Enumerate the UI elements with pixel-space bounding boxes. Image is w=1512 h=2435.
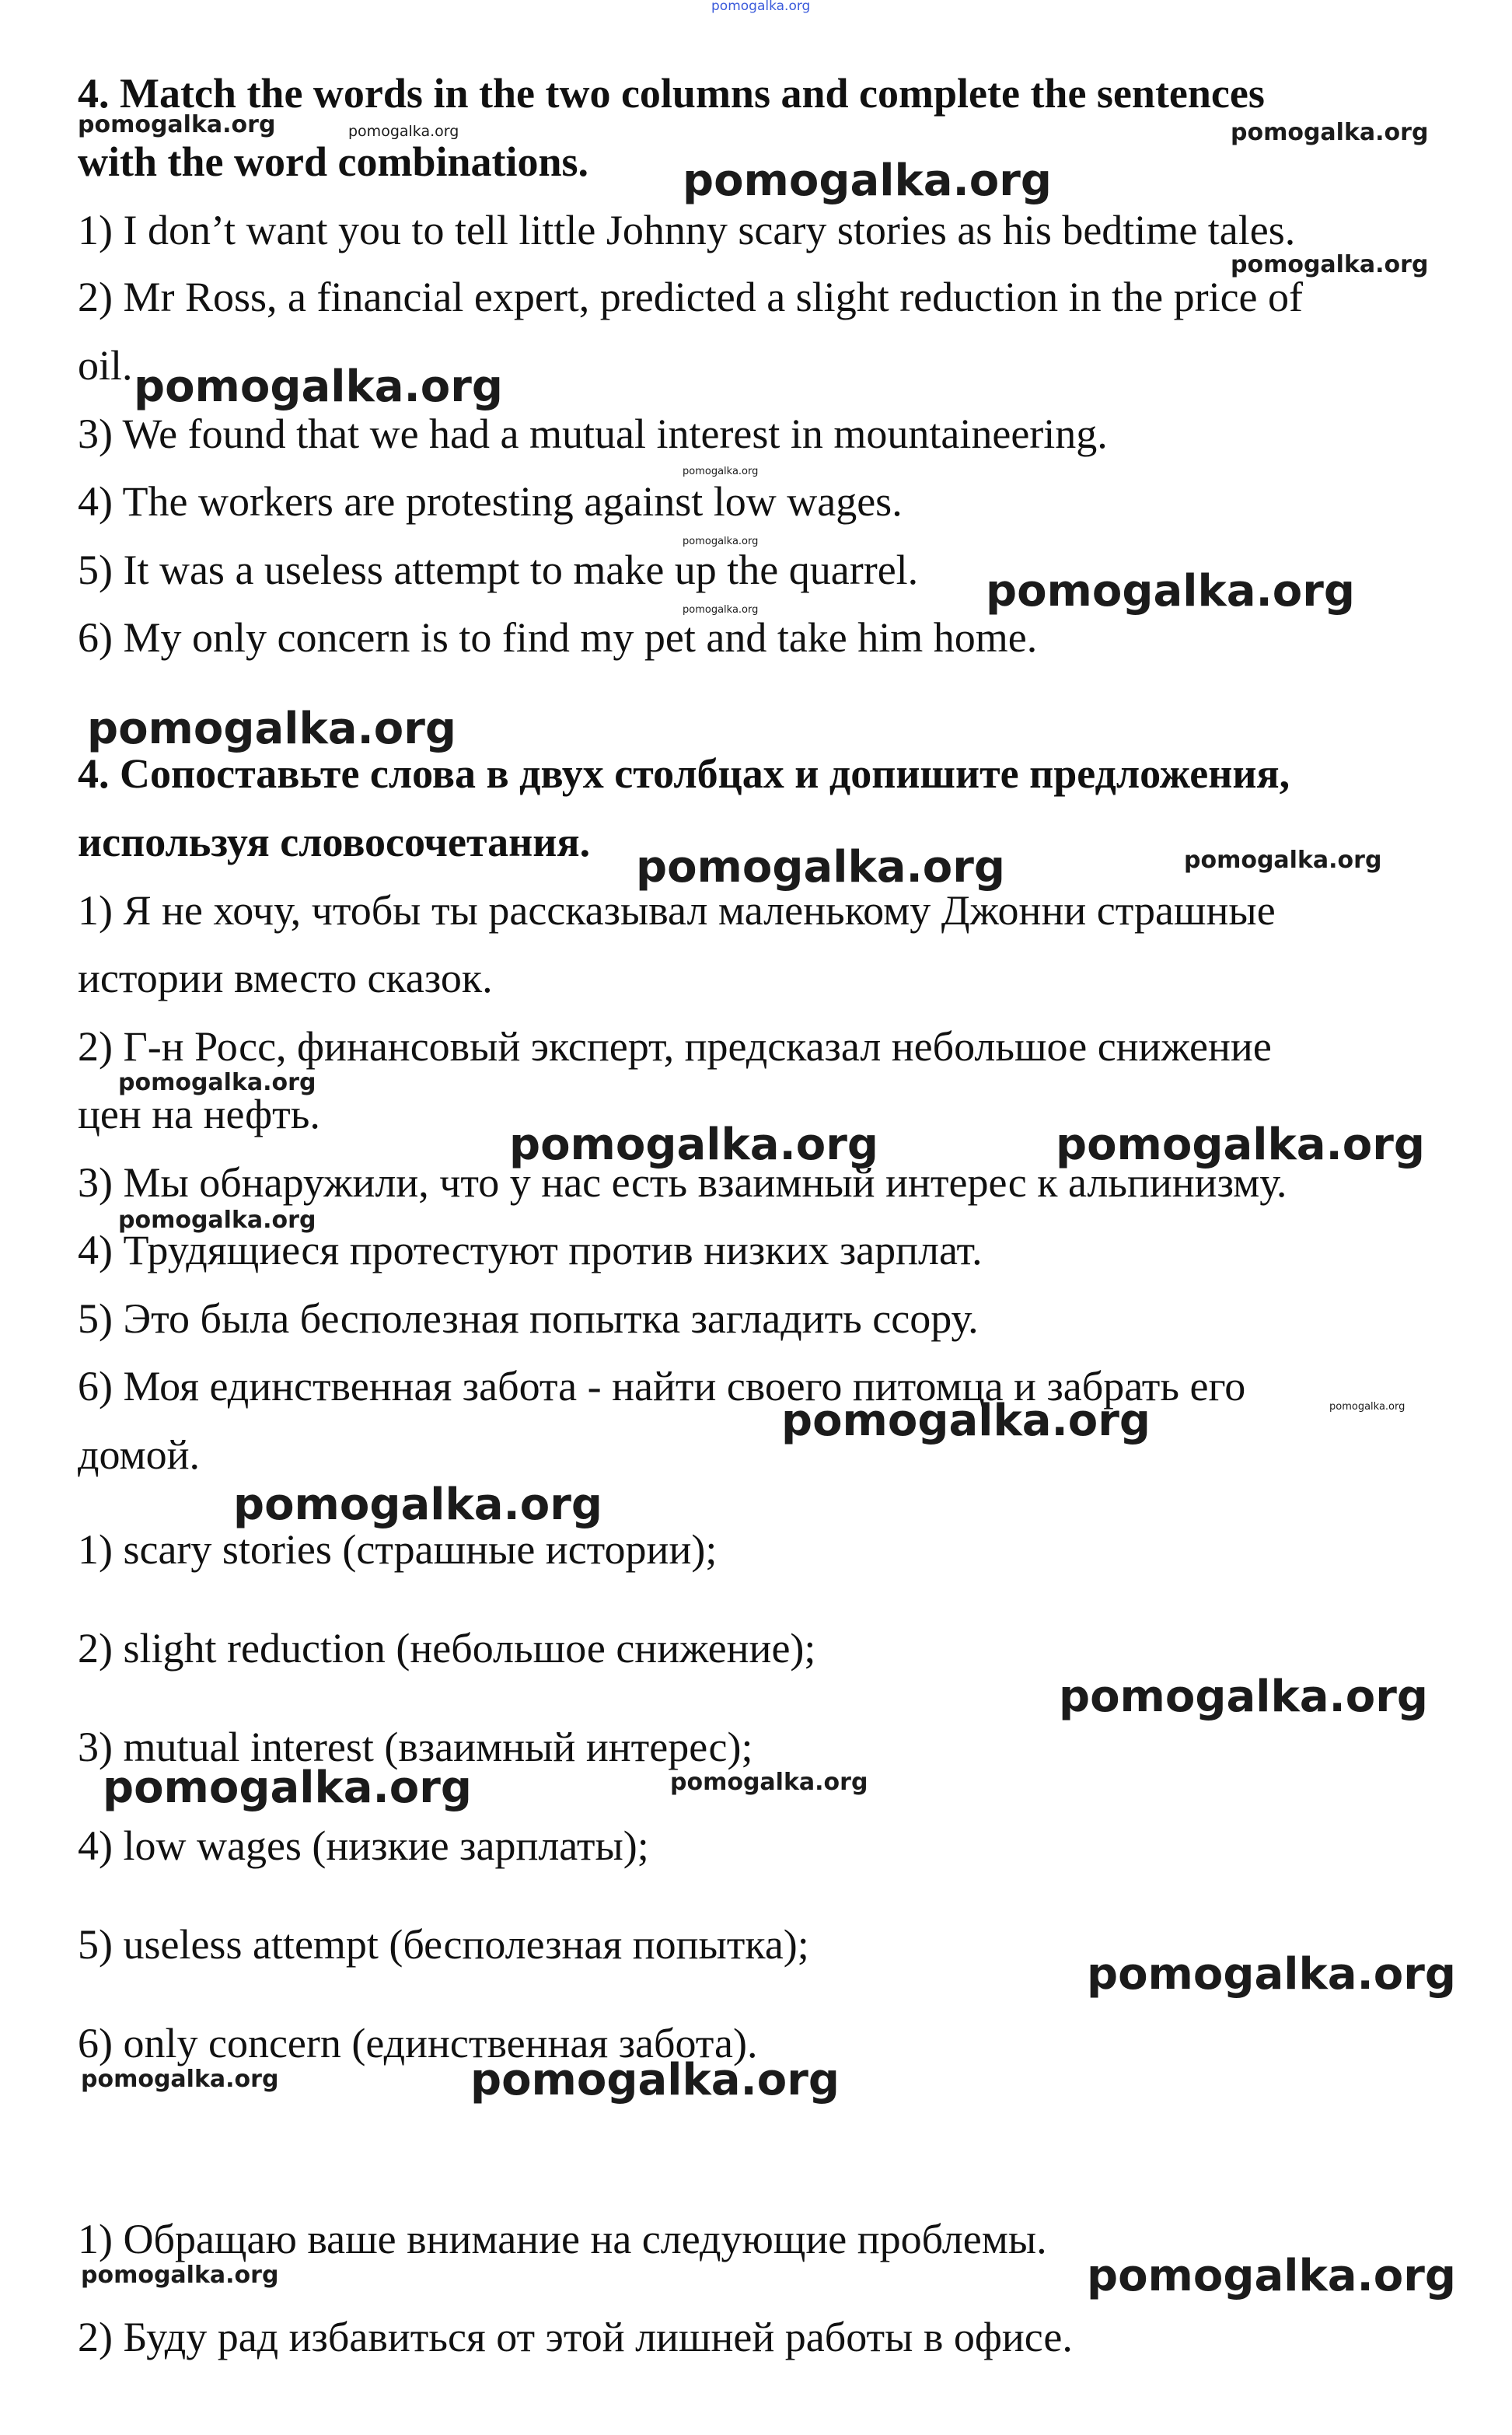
watermark: pomogalka.org (683, 536, 759, 547)
russian-sentence-1-line1: 1) Я не хочу, чтобы ты рассказывал маленькому Джонни страшные (78, 887, 1276, 934)
watermark: pomogalka.org (233, 1480, 602, 1530)
watermark: pomogalka.org (683, 155, 1052, 206)
watermark: pomogalka.org (683, 466, 759, 477)
watermark: pomogalka.org (348, 123, 459, 140)
watermark: pomogalka.org (1231, 251, 1429, 278)
watermark: pomogalka.org (81, 2262, 279, 2289)
russian-sentence-6-line2: домой. (78, 1431, 201, 1478)
watermark: pomogalka.org (1059, 1672, 1428, 1722)
watermark: pomogalka.org (118, 1069, 316, 1096)
russian-heading-line2: используя словосочетания. (78, 819, 591, 865)
russian-sentence-6-line1: 6) Моя единственная забота - найти своего питомца и забрать его (78, 1363, 1246, 1410)
english-heading-line1: 4. Match the words in the two columns and complete the sentences (78, 70, 1265, 117)
watermark: pomogalka.org (1231, 119, 1429, 146)
english-sentence-6: 6) My only concern is to find my pet and take him home. (78, 614, 1038, 661)
english-sentence-3: 3) We found that we had a mutual interest in mountaineering. (78, 410, 1108, 457)
russian-sentence-2-line2: цен на нефть. (78, 1091, 320, 1137)
combination-3: 3) mutual interest (взаимный интерес); (78, 1724, 753, 1770)
watermark: pomogalka.org (509, 1120, 878, 1170)
watermark: pomogalka.org (683, 604, 759, 616)
extra-sentence-2: 2) Буду рад избавиться от этой лишней работы в офисе. (78, 2314, 1073, 2360)
combination-2: 2) slight reduction (небольшое снижение); (78, 1625, 816, 1672)
combination-5: 5) useless attempt (бесполезная попытка); (78, 1921, 809, 1968)
watermark: pomogalka.org (781, 1396, 1151, 1446)
russian-sentence-4: 4) Трудящиеся протестуют против низких зарплат. (78, 1227, 983, 1273)
watermark: pomogalka.org (81, 2066, 279, 2093)
english-sentence-2-line2: oil. (78, 342, 133, 389)
watermark: pomogalka.org (636, 842, 1005, 893)
russian-sentence-2-line1: 2) Г-н Росс, финансовый эксперт, предсказал небольшое снижение (78, 1023, 1272, 1070)
english-sentence-4: 4) The workers are protesting against low wages. (78, 478, 903, 525)
watermark: pomogalka.org (1087, 1949, 1456, 2000)
english-sentence-1: 1) I don’t want you to tell little Johnny scary stories as his bedtime tales. (78, 207, 1296, 253)
watermark: pomogalka.org (1329, 1401, 1405, 1413)
watermark: pomogalka.org (670, 1769, 868, 1796)
english-sentence-5: 5) It was a useless attempt to make up the quarrel. (78, 547, 919, 593)
watermark: pomogalka.org (470, 2055, 840, 2105)
russian-heading-line1: 4. Сопоставьте слова в двух столбцах и допишите предложения, (78, 750, 1290, 797)
watermark: pomogalka.org (87, 704, 456, 754)
russian-sentence-1-line2: истории вместо сказок. (78, 955, 493, 1001)
watermark: pomogalka.org (134, 362, 503, 412)
russian-sentence-5: 5) Это была бесполезная попытка загладить ссору. (78, 1295, 979, 1342)
watermark: pomogalka.org (1056, 1120, 1425, 1170)
extra-sentence-1: 1) Обращаю ваше внимание на следующие проблемы. (78, 2216, 1047, 2262)
watermark: pomogalka.org (118, 1207, 316, 1234)
english-sentence-2-line1: 2) Mr Ross, a financial expert, predicted a slight reduction in the price of (78, 274, 1303, 320)
watermark: pomogalka.org (103, 1762, 472, 1813)
combination-1: 1) scary stories (страшные истории); (78, 1526, 718, 1573)
watermark: pomogalka.org (1184, 847, 1382, 874)
watermark-top: pomogalka.org (711, 0, 811, 14)
russian-sentence-3: 3) Мы обнаружили, что у нас есть взаимный интерес к альпинизму. (78, 1159, 1287, 1206)
watermark: pomogalka.org (78, 111, 276, 138)
combination-4: 4) low wages (низкие зарплаты); (78, 1822, 649, 1869)
watermark: pomogalka.org (1087, 2251, 1456, 2301)
english-heading-line2: with the word combinations. (78, 138, 589, 185)
combination-6: 6) only concern (единственная забота). (78, 2020, 758, 2066)
watermark: pomogalka.org (986, 566, 1355, 617)
